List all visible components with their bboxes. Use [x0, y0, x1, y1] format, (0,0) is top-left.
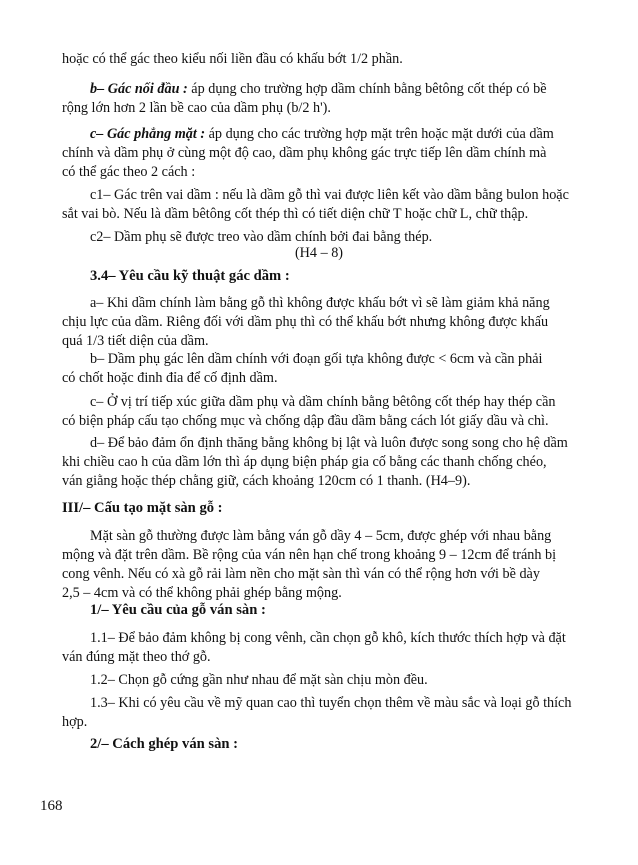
text-line: áp dụng cho trường hợp dầm chính bằng bêtông cốt thép có bề: [187, 81, 547, 97]
page-number: 168: [40, 798, 63, 814]
paragraph-a: [62, 294, 582, 351]
text-line: c– Ở vị trí tiếp xúc giữa dầm phụ và dầm chính bằng bêtông cốt thép hay thép cần: [90, 394, 556, 410]
text-line: áp dụng cho các trường hợp mặt trên hoặc mặt dưới của dầm: [205, 126, 554, 142]
section-heading-iii: III/– Cấu tạo mặt sàn gỗ :: [62, 500, 223, 516]
paragraph-c: [62, 393, 582, 431]
text-line: Mặt sàn gỗ thường được làm bằng ván gỗ dầy 4 – 5cm, được ghép với nhau bằng: [90, 528, 552, 544]
paragraph-gac-phang-mat: [62, 125, 582, 182]
text-line: quá 1/3 tiết diện của dầm.: [62, 333, 209, 349]
text-line: a– Khi dầm chính làm bằng gỗ thì không được khấu bớt vì sẽ làm giảm khả năng: [90, 295, 550, 311]
text-line: mộng và đặt trên dầm. Bề rộng của ván nên hạn chế trong khoảng 9 – 12cm để tránh bị: [62, 547, 557, 563]
paragraph-1-1: [62, 629, 582, 667]
figure-reference: (H4 – 8): [294, 245, 344, 261]
text-line: khi chiều cao h của dầm lớn thì áp dụng biện pháp gia cố bằng các thanh chống chéo,: [62, 454, 547, 470]
paragraph-b: [62, 350, 582, 388]
text-line: b– Dầm phụ gác lên dầm chính với đoạn gối tựa không được < 6cm và cần phải: [90, 351, 543, 367]
section-heading-3-4: 3.4– Yêu cầu kỹ thuật gác dầm :: [90, 268, 290, 284]
paragraph-1-2: [62, 671, 582, 690]
text-line: hoặc có thể gác theo kiểu nối liền đầu có khấu bớt 1/2 phần.: [62, 51, 403, 67]
item-label: b– Gác nối đầu :: [90, 81, 188, 97]
text-line: 1.1– Để bảo đảm không bị cong vênh, cần chọn gỗ khô, kích thước thích hợp và đặt: [90, 630, 566, 646]
paragraph-c1: [62, 186, 582, 224]
text-line: rộng lớn hơn 2 lần bề cao của dầm phụ (b/2 h').: [62, 100, 331, 116]
section-heading-1: 1/– Yêu cầu của gỗ ván sàn :: [90, 602, 266, 618]
text-line: d– Để bảo đảm ổn định thăng bằng không bị lật và luôn được song song cho hệ dầm: [90, 435, 568, 451]
text-line: c1– Gác trên vai dầm : nếu là dầm gỗ thì vai được liên kết vào dầm bằng bulon hoặc: [90, 187, 569, 203]
text-line: 1.3– Khi có yêu cầu về mỹ quan cao thì tuyển chọn thêm về màu sắc và loại gỗ thích: [90, 695, 572, 711]
text-line: 1.2– Chọn gỗ cứng gần như nhau để mặt sàn chịu mòn đều.: [90, 672, 428, 688]
paragraph-1-3: [62, 694, 582, 732]
text-line: 2,5 – 4cm và có thể không phải ghép bằng mộng.: [62, 585, 342, 601]
text-line: sắt vai bò. Nếu là dầm bêtông cốt thép thì có tiết diện chữ T hoặc chữ L, chữ thập.: [62, 206, 529, 222]
text-line: cong vênh. Nếu có xà gỗ rải làm nền cho mặt sàn thì ván có thể rộng hơn với bề dày: [62, 566, 540, 582]
text-line: có chốt hoặc đinh đỉa để cố định dầm.: [62, 370, 278, 386]
text-line: chịu lực của dầm. Riêng đối với dầm phụ thì có thể khấu bớt nhưng không được khấu: [62, 314, 549, 330]
text-line: hợp.: [62, 714, 88, 730]
paragraph-mat-san: [62, 527, 582, 603]
text-line: có biện pháp cấu tạo chống mục và chống dập đầu dầm bằng cách lót giấy dầu và chì.: [62, 413, 549, 429]
paragraph-gac-noi-dau: [62, 80, 582, 118]
text-line: ván đúng mặt theo thớ gỗ.: [62, 649, 211, 665]
text-line: c2– Dầm phụ sẽ được treo vào dầm chính bởi đai bằng thép.: [90, 229, 433, 245]
item-label: c– Gác phẳng mặt :: [90, 126, 206, 142]
text-line: có thể gác theo 2 cách :: [62, 164, 196, 180]
section-heading-2: 2/– Cách ghép ván sàn :: [90, 736, 238, 752]
paragraph-d: [62, 434, 582, 491]
text-line: ván giằng hoặc thép chằng giữ, cách khoảng 120cm có 1 thanh. (H4–9).: [62, 473, 471, 489]
paragraph-intro: [62, 50, 582, 69]
text-line: chính và dầm phụ ở cùng một độ cao, dầm phụ không gác trực tiếp lên dầm chính mà: [62, 145, 547, 161]
